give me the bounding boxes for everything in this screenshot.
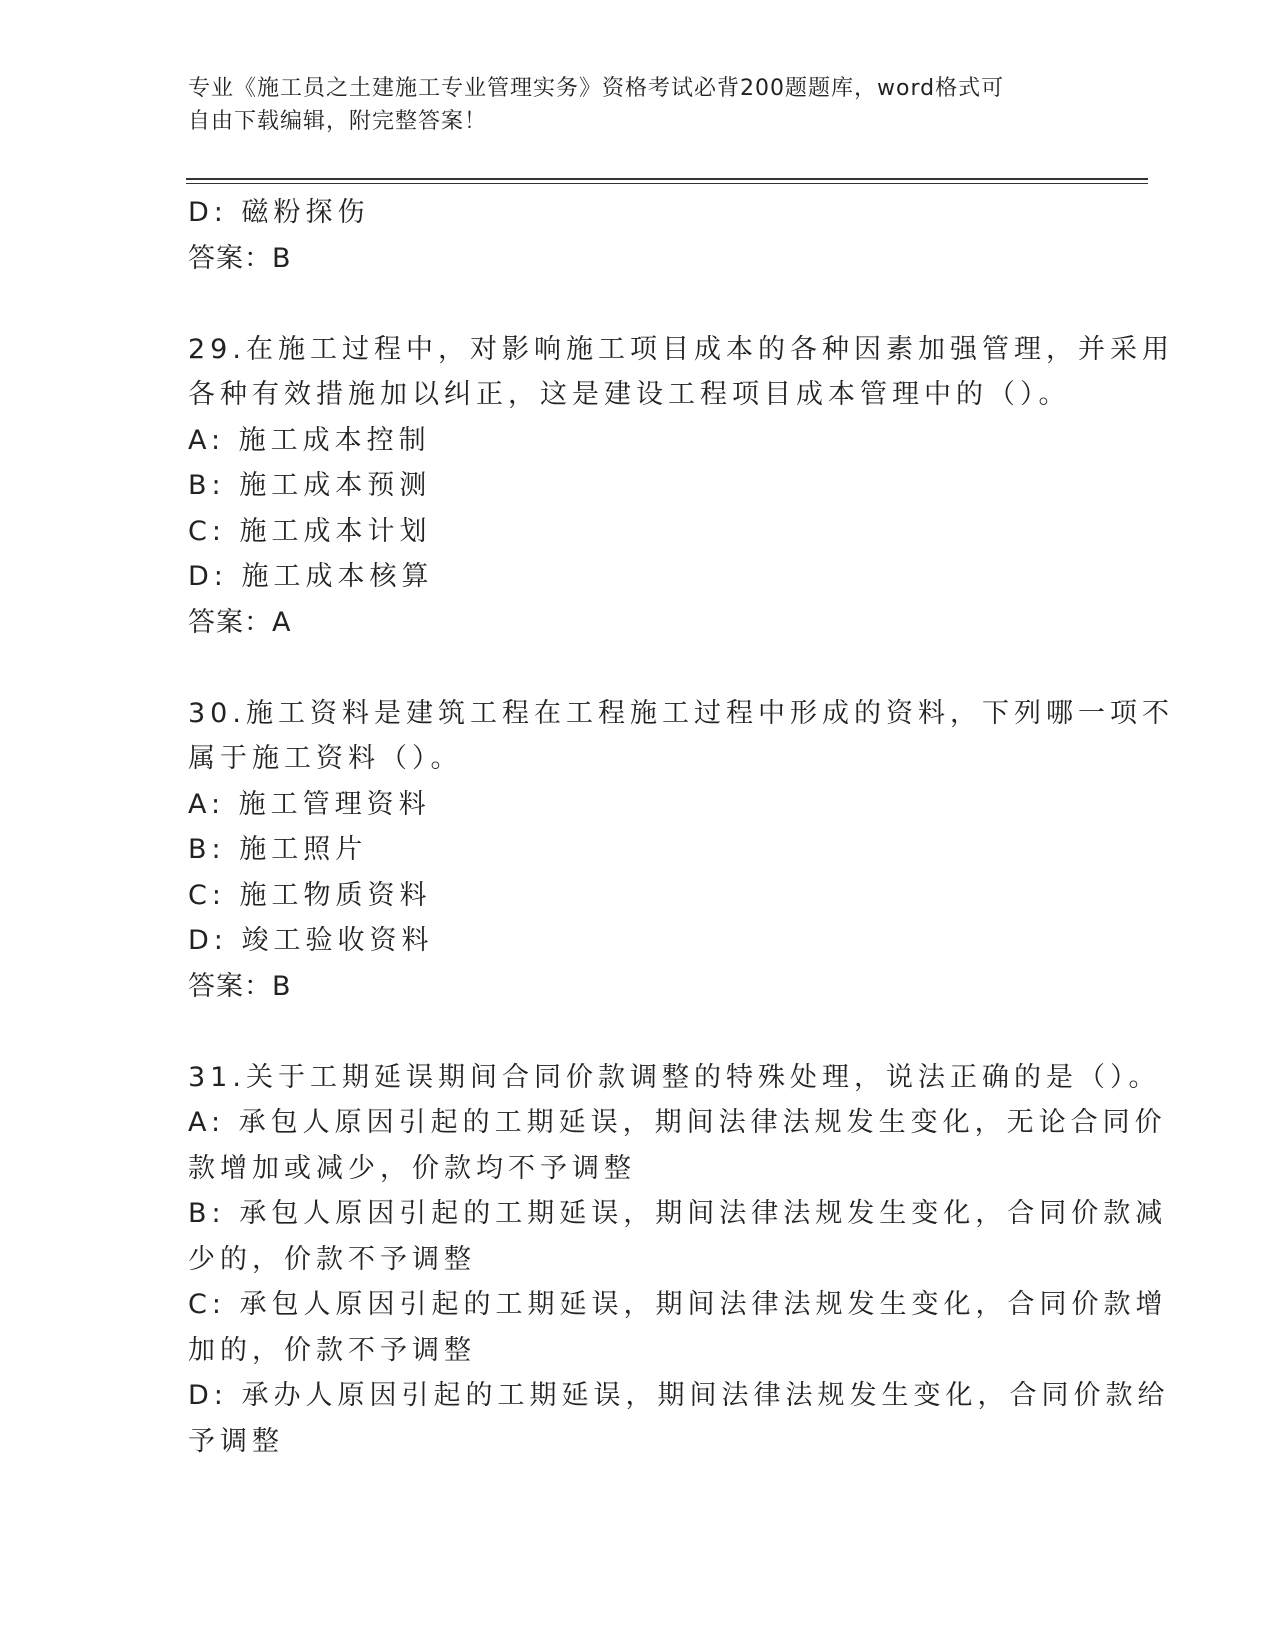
header-divider-thin	[186, 183, 1148, 184]
option-b: B: 施工照片	[188, 834, 368, 865]
page-header	[188, 72, 1088, 138]
option-c: C: 施工成本计划	[188, 515, 432, 547]
option-a-continued: 款增加或减少，价款均不予调整	[188, 1152, 636, 1184]
option-d: D: 施工成本核算	[188, 561, 434, 592]
answer: 答案：B	[188, 970, 292, 1002]
question-stem-continued: 各种有效措施加以纠正，这是建设工程项目成本管理中的（）。	[188, 379, 1071, 410]
option-c-continued: 加的，价款不予调整	[188, 1334, 476, 1366]
spacer	[188, 281, 1088, 327]
option-c: C: 承包人原因引起的工期延误，期间法律法规发生变化，合同价款增	[188, 1289, 1168, 1320]
option-c: C: 施工物质资料	[188, 879, 432, 911]
option-b: B: 施工成本预测	[188, 470, 432, 501]
header-title-line-2: 自由下载编辑，附完整答案！	[188, 109, 488, 134]
option-d: D: 竣工验收资料	[188, 925, 434, 956]
spacer	[188, 1009, 1088, 1055]
answer: 答案：A	[188, 606, 292, 638]
question-stem-continued: 属于施工资料（）。	[188, 743, 463, 774]
option-d: D: 磁粉探伤	[188, 197, 370, 228]
header-divider	[186, 178, 1148, 180]
question-31	[188, 1055, 1170, 1465]
question-28	[188, 190, 1088, 281]
option-b: B: 承包人原因引起的工期延误，期间法律法规发生变化，合同价款减	[188, 1198, 1168, 1229]
spacer	[188, 645, 1088, 691]
option-d: D: 承办人原因引起的工期延误，期间法律法规发生变化，合同价款给	[188, 1380, 1170, 1411]
header-title-line-1: 专业《施工员之土建施工专业管理实务》资格考试必背200题题库，word格式可	[188, 76, 1005, 101]
question-29	[188, 327, 1174, 646]
question-stem: 29.在施工过程中，对影响施工项目成本的各种因素加强管理，并采用	[188, 333, 1174, 365]
question-stem: 30.施工资料是建筑工程在工程施工过程中形成的资料，下列哪一项不	[188, 697, 1174, 729]
question-list	[188, 190, 1174, 1464]
option-a: A: 施工管理资料	[188, 788, 431, 820]
question-30	[188, 691, 1174, 1010]
option-a: A: 施工成本控制	[188, 424, 431, 456]
option-d-continued: 予调整	[188, 1425, 284, 1457]
option-a: A: 承包人原因引起的工期延误，期间法律法规发生变化，无论合同价	[188, 1107, 1167, 1138]
question-stem: 31.关于工期延误期间合同价款调整的特殊处理，说法正确的是（）。	[188, 1061, 1161, 1093]
option-b-continued: 少的，价款不予调整	[188, 1243, 476, 1275]
answer: 答案：B	[188, 242, 292, 274]
